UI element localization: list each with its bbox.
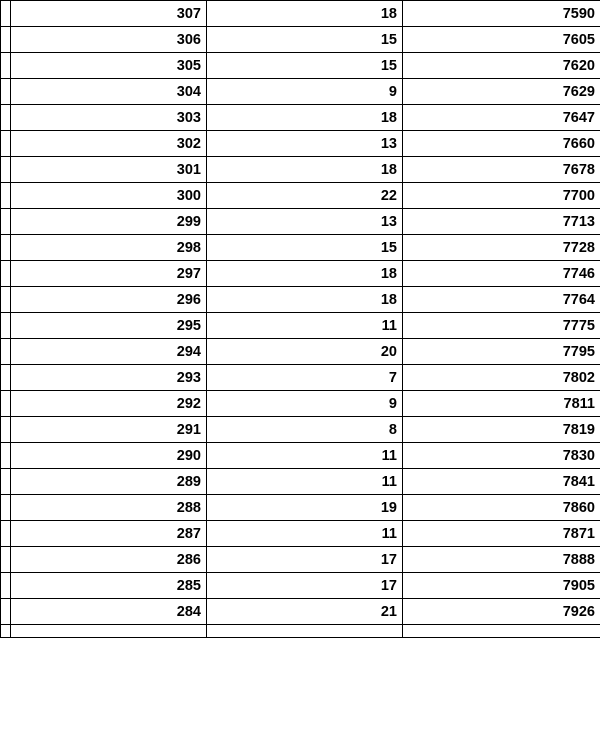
delta-cell[interactable]: 9 [207, 391, 403, 417]
table-row[interactable] [1, 547, 600, 573]
delta-cell[interactable]: 18 [207, 105, 403, 131]
row-marker-cell[interactable] [1, 339, 11, 365]
cumulative-cell[interactable]: 7819 [403, 417, 600, 443]
index-cell[interactable]: 302 [11, 131, 207, 157]
table-row[interactable] [1, 53, 600, 79]
delta-cell[interactable]: 18 [207, 157, 403, 183]
table-row[interactable] [1, 417, 600, 443]
delta-cell[interactable]: 18 [207, 287, 403, 313]
index-cell[interactable]: 295 [11, 313, 207, 339]
cumulative-cell[interactable]: 7860 [403, 495, 600, 521]
row-marker-cell[interactable] [1, 521, 11, 547]
cumulative-cell[interactable]: 7764 [403, 287, 600, 313]
cumulative-cell[interactable]: 7802 [403, 365, 600, 391]
delta-cell[interactable]: 11 [207, 443, 403, 469]
delta-cell[interactable]: 17 [207, 547, 403, 573]
cumulative-cell[interactable]: 7647 [403, 105, 600, 131]
row-marker-cell[interactable] [1, 235, 11, 261]
delta-cell[interactable]: 15 [207, 235, 403, 261]
table-row[interactable] [1, 573, 600, 599]
cumulative-cell[interactable]: 7926 [403, 599, 600, 625]
index-cell[interactable]: 291 [11, 417, 207, 443]
index-cell[interactable]: 305 [11, 53, 207, 79]
delta-cell[interactable]: 8 [207, 417, 403, 443]
index-cell[interactable]: 293 [11, 365, 207, 391]
delta-cell[interactable]: 13 [207, 131, 403, 157]
index-cell[interactable]: 301 [11, 157, 207, 183]
delta-cell[interactable]: 11 [207, 521, 403, 547]
row-marker-cell[interactable] [1, 287, 11, 313]
row-marker-cell[interactable] [1, 469, 11, 495]
table-row[interactable] [1, 469, 600, 495]
row-marker-cell[interactable] [1, 105, 11, 131]
table-row[interactable] [1, 131, 600, 157]
delta-cell[interactable]: 13 [207, 209, 403, 235]
table-row[interactable] [1, 79, 600, 105]
table-row[interactable] [1, 183, 600, 209]
row-marker-cell[interactable] [1, 599, 11, 625]
index-cell[interactable]: 306 [11, 27, 207, 53]
delta-cell[interactable]: 20 [207, 339, 403, 365]
cumulative-cell[interactable]: 7795 [403, 339, 600, 365]
delta-cell[interactable]: 11 [207, 313, 403, 339]
row-marker-cell[interactable] [1, 131, 11, 157]
delta-cell[interactable]: 9 [207, 79, 403, 105]
table-row[interactable] [1, 157, 600, 183]
cumulative-cell[interactable]: 7713 [403, 209, 600, 235]
cumulative-cell[interactable] [403, 625, 600, 638]
table-row[interactable] [1, 27, 600, 53]
row-marker-cell[interactable] [1, 53, 11, 79]
delta-cell[interactable]: 17 [207, 573, 403, 599]
table-row[interactable] [1, 1, 600, 27]
table-row[interactable] [1, 209, 600, 235]
cumulative-cell[interactable]: 7746 [403, 261, 600, 287]
row-marker-cell[interactable] [1, 495, 11, 521]
table-row[interactable] [1, 313, 600, 339]
row-marker-cell[interactable] [1, 209, 11, 235]
delta-cell[interactable]: 7 [207, 365, 403, 391]
row-marker-cell[interactable] [1, 27, 11, 53]
cumulative-cell[interactable]: 7700 [403, 183, 600, 209]
index-cell[interactable]: 290 [11, 443, 207, 469]
cumulative-cell[interactable]: 7905 [403, 573, 600, 599]
index-cell[interactable]: 303 [11, 105, 207, 131]
index-cell[interactable]: 300 [11, 183, 207, 209]
delta-cell[interactable]: 18 [207, 261, 403, 287]
row-marker-cell[interactable] [1, 443, 11, 469]
delta-cell[interactable]: 22 [207, 183, 403, 209]
cumulative-cell[interactable]: 7629 [403, 79, 600, 105]
cumulative-cell[interactable]: 7728 [403, 235, 600, 261]
table-row[interactable] [1, 261, 600, 287]
index-cell[interactable]: 285 [11, 573, 207, 599]
index-cell[interactable] [11, 625, 207, 638]
cumulative-cell[interactable]: 7841 [403, 469, 600, 495]
cumulative-cell[interactable]: 7620 [403, 53, 600, 79]
cumulative-cell[interactable]: 7811 [403, 391, 600, 417]
cumulative-cell[interactable]: 7605 [403, 27, 600, 53]
index-cell[interactable]: 294 [11, 339, 207, 365]
index-cell[interactable]: 286 [11, 547, 207, 573]
table-row[interactable] [1, 365, 600, 391]
delta-cell[interactable] [207, 625, 403, 638]
index-cell[interactable]: 289 [11, 469, 207, 495]
index-cell[interactable]: 299 [11, 209, 207, 235]
row-marker-cell[interactable] [1, 625, 11, 638]
table-row[interactable] [1, 521, 600, 547]
cumulative-cell[interactable]: 7678 [403, 157, 600, 183]
table-row[interactable] [1, 235, 600, 261]
table-row[interactable] [1, 339, 600, 365]
index-cell[interactable]: 296 [11, 287, 207, 313]
row-marker-cell[interactable] [1, 417, 11, 443]
table-row[interactable] [1, 391, 600, 417]
row-marker-cell[interactable] [1, 391, 11, 417]
row-marker-cell[interactable] [1, 1, 11, 27]
index-cell[interactable]: 297 [11, 261, 207, 287]
delta-cell[interactable]: 21 [207, 599, 403, 625]
row-marker-cell[interactable] [1, 79, 11, 105]
table-body [1, 1, 600, 638]
row-marker-cell[interactable] [1, 573, 11, 599]
row-marker-cell[interactable] [1, 365, 11, 391]
table-row[interactable] [1, 495, 600, 521]
cumulative-cell[interactable]: 7775 [403, 313, 600, 339]
index-cell[interactable]: 298 [11, 235, 207, 261]
index-cell[interactable]: 287 [11, 521, 207, 547]
cumulative-cell[interactable]: 7888 [403, 547, 600, 573]
delta-cell[interactable]: 15 [207, 27, 403, 53]
cumulative-cell[interactable]: 7660 [403, 131, 600, 157]
delta-cell[interactable]: 19 [207, 495, 403, 521]
row-marker-cell[interactable] [1, 261, 11, 287]
row-marker-cell[interactable] [1, 183, 11, 209]
row-marker-cell[interactable] [1, 157, 11, 183]
delta-cell[interactable]: 15 [207, 53, 403, 79]
index-cell[interactable]: 304 [11, 79, 207, 105]
row-marker-cell[interactable] [1, 547, 11, 573]
table-row[interactable] [1, 599, 600, 625]
delta-cell[interactable]: 18 [207, 1, 403, 27]
cumulative-cell[interactable]: 7871 [403, 521, 600, 547]
delta-cell[interactable]: 11 [207, 469, 403, 495]
table-row[interactable] [1, 443, 600, 469]
table-row[interactable] [1, 625, 600, 638]
cumulative-cell[interactable]: 7830 [403, 443, 600, 469]
table-row[interactable] [1, 105, 600, 131]
index-cell[interactable]: 284 [11, 599, 207, 625]
row-marker-cell[interactable] [1, 313, 11, 339]
index-cell[interactable]: 292 [11, 391, 207, 417]
table-row[interactable] [1, 287, 600, 313]
index-cell[interactable]: 288 [11, 495, 207, 521]
index-cell[interactable]: 307 [11, 1, 207, 27]
cumulative-cell[interactable]: 7590 [403, 1, 600, 27]
